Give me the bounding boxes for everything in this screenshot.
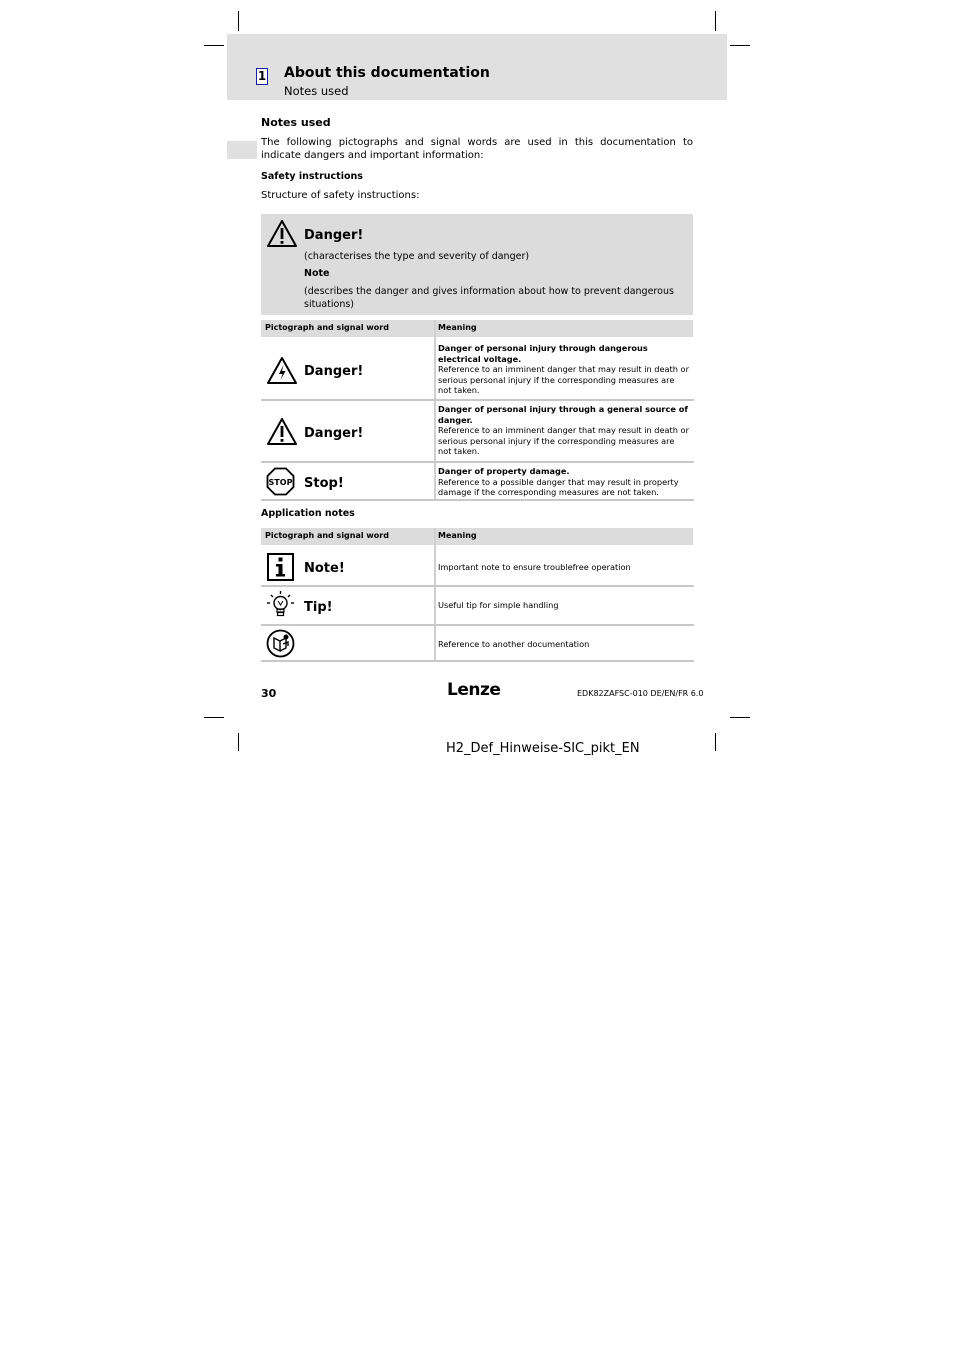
meaning-bold: Danger of property damage. xyxy=(438,466,570,476)
crop-mark xyxy=(204,717,224,718)
safety-table-header xyxy=(261,320,693,337)
table-divider xyxy=(434,528,436,661)
meaning-cell xyxy=(438,343,690,396)
chapter-number[interactable]: 1 xyxy=(257,69,267,83)
crop-mark xyxy=(730,717,750,718)
row-separator xyxy=(261,585,694,587)
structure-label: Structure of safety instructions: xyxy=(261,190,420,201)
meaning-text: Useful tip for simple handling xyxy=(438,600,559,610)
general-danger-icon xyxy=(266,417,298,446)
signal-word: Danger! xyxy=(304,364,364,379)
stop-icon-text: STOP xyxy=(268,478,293,487)
meaning-text: Important note to ensure troublefree operation xyxy=(438,562,631,572)
safety-heading: Safety instructions xyxy=(261,171,363,182)
row-separator xyxy=(261,660,694,662)
application-heading: Application notes xyxy=(261,508,355,519)
row-separator xyxy=(261,461,694,463)
chapter-subtitle: Notes used xyxy=(284,84,349,98)
application-table-header xyxy=(261,528,693,545)
meaning-cell xyxy=(438,404,690,457)
tip-lightbulb-icon xyxy=(265,590,296,620)
signal-word: Note! xyxy=(304,561,345,576)
crop-mark xyxy=(730,45,750,46)
col-pictograph: Pictograph and signal word xyxy=(265,323,389,332)
col-pictograph: Pictograph and signal word xyxy=(265,531,389,540)
meaning-bold: Danger of personal injury through dangerous electrical voltage. xyxy=(438,343,648,364)
side-tab-marker xyxy=(227,141,257,159)
note-icon xyxy=(267,553,294,581)
meaning-cell xyxy=(438,466,690,498)
box-note-label: Note xyxy=(304,268,330,279)
stop-icon xyxy=(266,467,295,496)
col-meaning: Meaning xyxy=(438,531,477,540)
crop-mark xyxy=(238,733,239,751)
col-meaning: Meaning xyxy=(438,323,477,332)
box-line-type: (characterises the type and severity of danger) xyxy=(304,251,530,262)
meaning-text: Reference to another documentation xyxy=(438,639,590,649)
general-danger-icon xyxy=(266,219,298,248)
file-label: H2_Def_Hinweise-SIC_pikt_EN xyxy=(446,741,640,756)
page-number: 30 xyxy=(261,687,277,700)
crop-mark xyxy=(238,11,239,31)
meaning-text: Reference to an imminent danger that may result in death or serious personal injury if the corresponding measures are not taken. xyxy=(438,364,689,395)
box-line-description: (describes the danger and gives information about how to prevent dangerous situations) xyxy=(304,286,674,310)
document-code: EDK82ZAFSC-010 DE/EN/FR 6.0 xyxy=(577,689,704,698)
signal-word: Stop! xyxy=(304,476,344,491)
crop-mark xyxy=(715,11,716,31)
meaning-bold: Danger of personal injury through a general source of danger. xyxy=(438,404,688,425)
electrical-danger-icon xyxy=(266,356,298,385)
box-signal-word: Danger! xyxy=(304,228,364,243)
section-title: Notes used xyxy=(261,116,331,129)
meaning-text: Reference to an imminent danger that may result in death or serious personal injury if the corresponding measures are not taken. xyxy=(438,425,689,456)
reference-book-icon xyxy=(266,629,295,658)
meaning-text: Reference to a possible danger that may result in property damage if the corresponding measures are not taken. xyxy=(438,476,679,497)
intro-paragraph: The following pictographs and signal words are used in this documentation to indicate dangers and important information: xyxy=(261,137,693,161)
safety-structure-box xyxy=(261,214,693,315)
lenze-logo: Lenze xyxy=(447,680,501,700)
row-separator xyxy=(261,399,694,401)
chapter-title: About this documentation xyxy=(284,65,490,81)
row-separator xyxy=(261,499,694,501)
signal-word: Tip! xyxy=(304,600,333,615)
signal-word: Danger! xyxy=(304,426,364,441)
table-divider xyxy=(434,320,436,500)
row-separator xyxy=(261,624,694,626)
crop-mark xyxy=(204,45,224,46)
crop-mark xyxy=(715,733,716,751)
